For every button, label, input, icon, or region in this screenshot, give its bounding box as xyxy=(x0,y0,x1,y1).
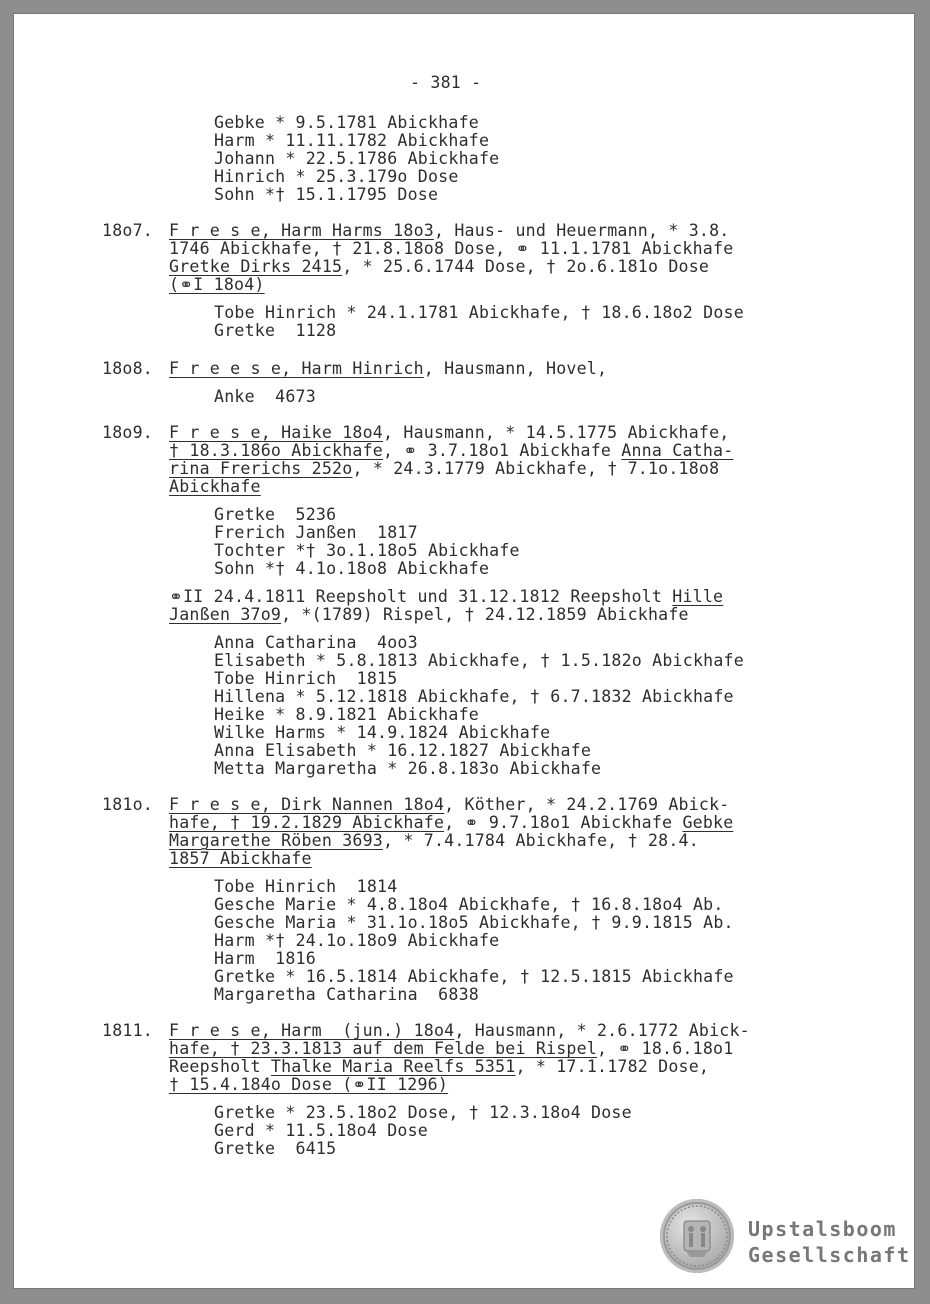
child-line: Sohn *† 15.1.1795 Dose xyxy=(214,185,439,204)
entry-text: , Hausmann, * 2.6.1772 Abick- xyxy=(454,1021,750,1040)
entry-line xyxy=(169,222,729,240)
entry-text: , Köther, * 24.2.1769 Abick- xyxy=(444,795,730,814)
entry-line xyxy=(169,258,709,276)
child-line: Gesche Maria * 31.1o.18o5 Abickhafe, † 9.9.1815 Ab. xyxy=(214,913,734,932)
entry-number: 18o7. xyxy=(102,221,153,240)
entry-text: hafe, † 23.3.1813 auf dem Felde bei Rispel xyxy=(169,1039,597,1058)
entry-text: , ⚭ 9.7.18o1 Abickhafe xyxy=(444,813,683,832)
entry-line xyxy=(169,460,719,478)
spouse-name: Margarethe Röben 3693 xyxy=(169,831,383,850)
entry-line: 1746 Abickhafe, † 21.8.18o8 Dose, ⚭ 11.1.1781 Abickhafe xyxy=(169,239,734,258)
entry-text: † 18.3.186o Abickhafe xyxy=(169,441,383,460)
spouse-name: Janßen 37o9 xyxy=(169,605,282,624)
spouse-name: rina Frerichs 252o xyxy=(169,459,353,478)
child-line: Hinrich * 25.3.179o Dose xyxy=(214,167,459,186)
child-line: Tobe Hinrich 1814 xyxy=(214,877,398,896)
entry-text: (⚭II 1296) xyxy=(332,1075,449,1094)
child-line: Gerd * 11.5.18o4 Dose xyxy=(214,1121,428,1140)
child-line: Harm *† 24.1o.18o9 Abickhafe xyxy=(214,931,500,950)
entry-line xyxy=(169,1076,448,1094)
child-line: Tochter *† 3o.1.18o5 Abickhafe xyxy=(214,541,520,560)
child-line: Harm 1816 xyxy=(214,949,316,968)
child-line: Wilke Harms * 14.9.1824 Abickhafe xyxy=(214,723,551,742)
entry-text: , * 24.3.1779 Abickhafe, † 7.1o.18o8 xyxy=(352,459,720,478)
genealogy-text xyxy=(14,14,914,1288)
entry-text: ⚭II 24.4.1811 Reepsholt und 31.12.1812 Reepsholt xyxy=(169,587,673,606)
child-line: Anna Elisabeth * 16.12.1827 Abickhafe xyxy=(214,741,592,760)
entry-number: 181o. xyxy=(102,795,153,814)
entry-line xyxy=(169,1040,733,1058)
child-line: Gretke 5236 xyxy=(214,505,337,524)
entry-text: hafe, † 19.2.1829 Abickhafe xyxy=(169,813,445,832)
child-line: Gretke 1128 xyxy=(214,321,337,340)
entry-line: Abickhafe xyxy=(169,477,261,496)
child-line: Gretke * 16.5.1814 Abickhafe, † 12.5.1815 Abickhafe xyxy=(214,967,734,986)
entry-line xyxy=(169,832,699,850)
entry-line xyxy=(169,588,723,606)
entry-text: , * 25.6.1744 Dose, † 2o.6.181o Dose xyxy=(342,257,710,276)
entry-number: 1811. xyxy=(102,1021,153,1040)
child-line: Johann * 22.5.1786 Abickhafe xyxy=(214,149,500,168)
entry-line xyxy=(169,1022,750,1040)
page-number: - 381 - xyxy=(410,73,482,92)
child-line: Harm * 11.11.1782 Abickhafe xyxy=(214,131,490,150)
person-name: F r e s e, Harm Harms 18o3 xyxy=(169,221,434,240)
entry-text: , Hausmann, Hovel, xyxy=(423,359,608,378)
document-page xyxy=(14,14,914,1288)
child-line: Frerich Janßen 1817 xyxy=(214,523,418,542)
entry-number: 18o9. xyxy=(102,423,153,442)
child-line: Margaretha Catharina 6838 xyxy=(214,985,479,1004)
child-line: Anna Catharina 4oo3 xyxy=(214,633,418,652)
seal-icon xyxy=(660,1199,734,1273)
entry-number: 18o8. xyxy=(102,359,153,378)
entry-line xyxy=(169,442,733,460)
spouse-name: Thalke Maria Reelfs 5351 xyxy=(270,1057,516,1076)
child-line: Gesche Marie * 4.8.18o4 Abickhafe, † 16.8.18o4 Ab. xyxy=(214,895,724,914)
child-line: Hillena * 5.12.1818 Abickhafe, † 6.7.1832 Abickhafe xyxy=(214,687,734,706)
entry-text: † 15.4.184o Dose xyxy=(169,1075,333,1094)
child-line: Anke 4673 xyxy=(214,387,316,406)
entry-text: , Hausmann, * 14.5.1775 Abickhafe, xyxy=(383,423,730,442)
person-name: F r e s e, Harm (jun.) 18o4 xyxy=(169,1021,455,1040)
entry-line xyxy=(169,424,729,442)
spouse-name: Gretke Dirks 2415 xyxy=(169,257,343,276)
person-name: F r e s e, Dirk Nannen 18o4 xyxy=(169,795,445,814)
child-line: Sohn *† 4.1o.18o8 Abickhafe xyxy=(214,559,490,578)
entry-line xyxy=(169,814,733,832)
child-line: Tobe Hinrich 1815 xyxy=(214,669,398,688)
spouse-name: Hille xyxy=(672,587,724,606)
entry-line xyxy=(169,1058,709,1076)
child-line: Metta Margaretha * 26.8.183o Abickhafe xyxy=(214,759,602,778)
spouse-name: Anna Catha- xyxy=(621,441,734,460)
entry-line xyxy=(169,606,689,624)
entry-text: , ⚭ 3.7.18o1 Abickhafe xyxy=(383,441,622,460)
entry-text: , * 7.4.1784 Abickhafe, † 28.4. xyxy=(383,831,699,850)
entry-text: , ⚭ 18.6.18o1 xyxy=(597,1039,734,1058)
child-line: Heike * 8.9.1821 Abickhafe xyxy=(214,705,479,724)
spouse-name: Gebke xyxy=(682,813,734,832)
entry-text: Reepsholt xyxy=(169,1057,271,1076)
child-line: Gebke * 9.5.1781 Abickhafe xyxy=(214,113,479,132)
entry-text: , Haus- und Heuermann, * 3.8. xyxy=(433,221,730,240)
entry-line xyxy=(169,796,729,814)
child-line: Gretke 6415 xyxy=(214,1139,337,1158)
logo-text-line2: Gesellschaft xyxy=(748,1243,911,1267)
person-name: F r e s e, Haike 18o4 xyxy=(169,423,383,442)
entry-text: , *(1789) Rispel, † 24.12.1859 Abickhafe xyxy=(281,605,689,624)
child-line: Gretke * 23.5.18o2 Dose, † 12.3.18o4 Dose xyxy=(214,1103,632,1122)
logo-text-line1: Upstalsboom xyxy=(748,1217,897,1241)
child-line: Tobe Hinrich * 24.1.1781 Abickhafe, † 18.6.18o2 Dose xyxy=(214,303,744,322)
entry-text: , * 17.1.1782 Dose, xyxy=(515,1057,710,1076)
entry-line: 1857 Abickhafe xyxy=(169,849,312,868)
entry-line: (⚭I 18o4) xyxy=(169,275,265,294)
upstalsboom-logo xyxy=(660,1199,914,1279)
person-name: F r e e s e, Harm Hinrich xyxy=(169,359,424,378)
entry-line xyxy=(169,360,607,378)
child-line: Elisabeth * 5.8.1813 Abickhafe, † 1.5.182o Abickhafe xyxy=(214,651,744,670)
